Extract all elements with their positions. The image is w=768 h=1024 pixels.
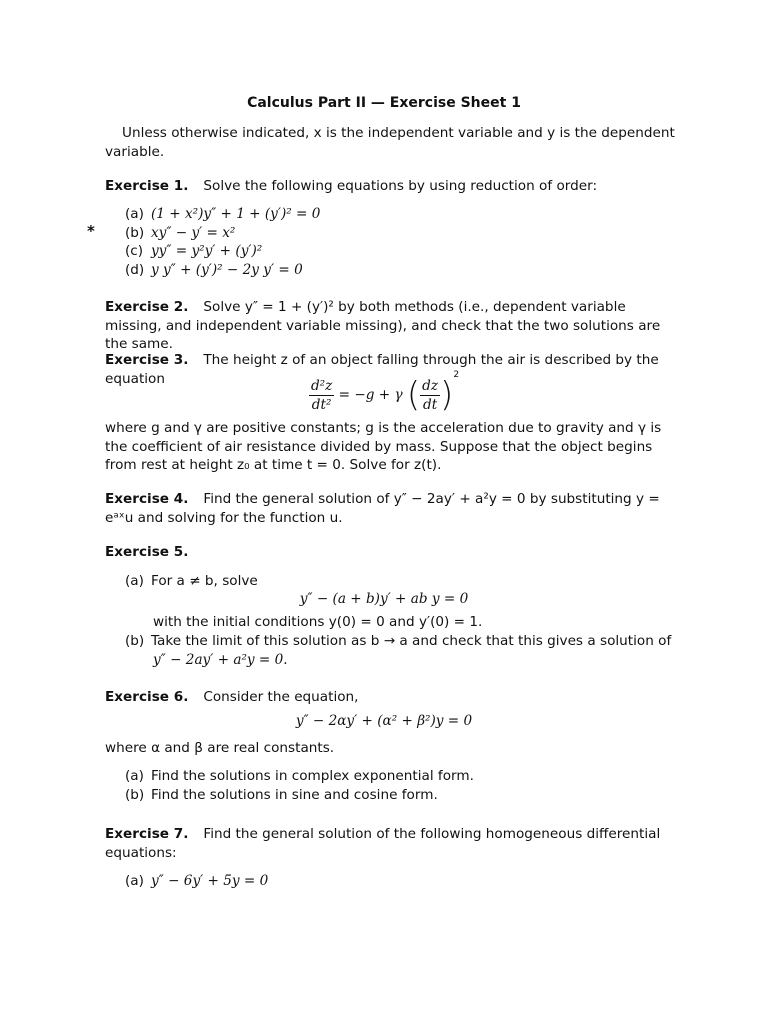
exercise-4-text: Find the general solution of y″ − 2ay′ + a²y = 0 by substituting y = eᵃˣu and solving for the function u.	[105, 491, 660, 526]
fraction-dz-dt: $\frac{dz}{dt}$	[422, 377, 439, 413]
exercise-7-heading: Exercise 7.	[105, 826, 189, 842]
exercise-1-text: Solve the following equations by using reduction of order:	[203, 178, 598, 194]
exercise-3-equation: $\frac{\text{d²z}}{\text{dt²}}$ = −g + γ ( $\frac{dz}{dt}$ )$^2$	[310, 370, 460, 415]
exercise-6-equation: y″ − 2αy′ + (α² + β²)y = 0	[295, 713, 473, 729]
exercise-3-explanation: where g and γ are positive constants; g is the acceleration due to gravity and γ is the coefficient of air resistance divided by mass. Suppose that the object begins from rest at height z₀ at time t = 0. Solve for z(t).	[105, 420, 662, 473]
exercise-5-limit-equation: y″ − 2ay′ + a²y = 0.	[153, 652, 288, 668]
list-item: (d) y y″ + (y′)² − 2y y′ = 0	[125, 261, 303, 278]
exercise-6-heading: Exercise 6.	[105, 689, 189, 705]
exercise-7-list	[125, 872, 268, 891]
list-item: (b) xy″ − y′ = x²	[125, 224, 236, 241]
exercise-3-text: The height z of an object falling through the air is described by the equation	[105, 352, 659, 387]
exercise-5-item-b: (b) Take the limit of this solution as b → a and check that this gives a solution of	[125, 633, 672, 649]
exercise-2-statement	[105, 298, 683, 354]
intro-paragraph: Unless otherwise indicated, x is the independent variable and y is the dependent variable.	[105, 125, 675, 160]
exercise-5-equation: y″ − (a + b)y′ + ab y = 0	[299, 591, 469, 607]
exercise-7-statement	[105, 825, 683, 862]
exercise-7-text: Find the general solution of the following homogeneous differential equations:	[105, 826, 661, 861]
exercise-2-text: Solve y″ = 1 + (y′)² by both methods (i.e., dependent variable missing, and independent variable missing), and check that the two solutions are the same.	[105, 299, 661, 352]
list-item: (a) y″ − 6y′ + 5y = 0	[125, 873, 269, 889]
exercise-6-statement	[105, 688, 683, 707]
exercise-2-heading: Exercise 2.	[105, 299, 189, 315]
exercise-6-list	[125, 767, 474, 804]
star-marker: *	[87, 222, 95, 240]
exercise-6-text: Consider the equation,	[203, 689, 359, 705]
exercise-1-statement	[105, 177, 683, 196]
exercise-6-explanation: where α and β are real constants.	[105, 740, 335, 756]
fraction-d2z-dt2: $\frac{\text{d²z}}{\text{dt²}}$	[310, 377, 333, 413]
exercise-1-heading: Exercise 1.	[105, 178, 189, 194]
exercise-4-heading: Exercise 4.	[105, 491, 189, 507]
list-item: (b) Find the solutions in sine and cosine form.	[125, 786, 438, 803]
list-item: (c) yy″ = y²y′ + (y′)²	[125, 243, 263, 259]
exercise-3-heading: Exercise 3.	[105, 352, 189, 368]
exercise-1-list	[125, 205, 320, 279]
page-title: Calculus Part II — Exercise Sheet 1	[247, 95, 521, 111]
exercise-5-initial-conditions: with the initial conditions y(0) = 0 and y′(0) = 1.	[153, 614, 483, 630]
exercise-5-heading: Exercise 5.	[105, 544, 189, 560]
exercise-4-statement	[105, 490, 683, 527]
list-item: (a) Find the solutions in complex exponential form.	[125, 768, 474, 784]
list-item: (a) (1 + x²)y″ + 1 + (y′)² = 0	[125, 206, 321, 222]
exercise-5-statement	[105, 543, 683, 562]
exercise-5-item-a: (a) For a ≠ b, solve	[125, 573, 258, 589]
